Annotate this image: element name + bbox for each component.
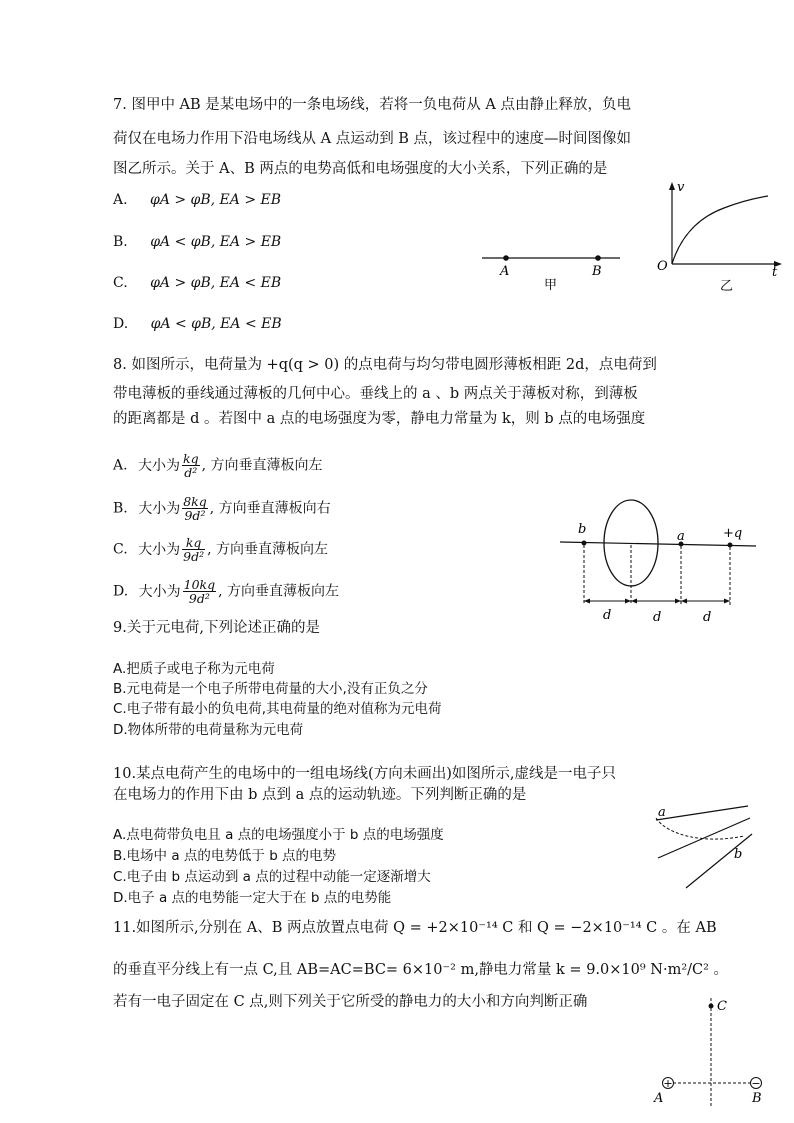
q11-stem-line2: 的垂直平分线上有一点 C,且 AB=AC=BC= 6×10⁻² m,静电力常量 k = 9.0×10⁹ N·m²/C² 。 <box>113 962 729 978</box>
q8-option-b-den: 9d² <box>184 508 206 523</box>
label-d-2: d <box>653 610 662 625</box>
point-c-dot <box>709 1004 714 1009</box>
axis-t-label: t <box>772 265 778 280</box>
q8-option-b-prefix: 大小为 <box>138 500 181 517</box>
q7-stem-line1: 7. 图甲中 AB 是某电场中的一条电场线，若将一负电荷从 A 点由静止释放，负电 <box>113 97 631 113</box>
q8-option-b-label: B. <box>113 500 128 517</box>
q9-option-b: B.元电荷是一个电子所带电荷量的大小,没有正负之分 <box>113 681 428 697</box>
q7-option-a-label: A. <box>113 192 128 208</box>
label-d-1: d <box>603 608 612 623</box>
q8-option-d-den: 9d² <box>188 591 210 606</box>
q9-stem: 9.关于元电荷,下列论述正确的是 <box>113 620 320 636</box>
q8-option-d-fraction <box>183 578 216 605</box>
point-q-dot <box>728 543 733 548</box>
q8-stem-line3: 的距离都是 d 。若图中 a 点的电场强度为零，静电力常量为 k，则 b 点的电场强度 <box>113 411 646 427</box>
q7-stem-line3: 图乙所示。关于 A、B 两点的电势高低和电场强度的大小关系，下列正确的是 <box>113 161 608 177</box>
q7-option-c-text: φA > φB, EA < EB <box>150 275 282 291</box>
caption-yi: 乙 <box>720 279 734 294</box>
q10-option-c: C.电子由 b 点运动到 a 点的过程中动能一定逐渐增大 <box>113 869 431 885</box>
q7-option-c <box>113 274 281 292</box>
electron-trajectory <box>656 818 744 839</box>
q8-option-b <box>113 495 331 522</box>
q9-option-a: A.把质子或电子称为元电荷 <box>113 661 275 677</box>
point-b-label: B <box>592 264 602 279</box>
point-a-label: A <box>500 264 510 279</box>
q10-stem-line1: 10.某点电荷产生的电场中的一组电场线(方向未画出)如图所示,虚线是一电子只 <box>113 766 616 782</box>
label-d-3: d <box>703 610 712 625</box>
label-b: b <box>734 847 743 862</box>
axis-v-label: v <box>677 180 685 195</box>
q8-option-a-fraction <box>182 452 200 479</box>
q8-option-a <box>113 452 323 479</box>
q10-option-b: B.电场中 a 点的电势低于 b 点的电势 <box>113 848 337 864</box>
q11-stem-line3: 若有一电子固定在 C 点,则下列关于它所受的静电力的大小和方向判断正确 <box>113 994 588 1010</box>
q8-option-c <box>113 536 328 563</box>
q8-option-d-suffix: , 方向垂直薄板向左 <box>218 583 340 600</box>
plus-sign: + <box>663 1077 673 1090</box>
q8-option-c-num: kq <box>182 536 205 550</box>
label-a: a <box>677 529 685 544</box>
q8-figure <box>556 495 761 625</box>
q11-figure <box>648 990 773 1110</box>
vt-curve <box>672 196 768 264</box>
label-b: b <box>578 522 587 537</box>
q7-option-d-label: D. <box>113 316 129 332</box>
point-b-dot <box>595 255 601 261</box>
q7-option-a <box>113 191 281 209</box>
q7-option-d <box>113 315 282 333</box>
q8-option-d-num: 10kq <box>183 577 216 592</box>
q7-option-d-text: φA < φB, EA < EB <box>150 316 282 332</box>
point-a-dot <box>503 255 509 261</box>
origin-label: O <box>657 259 668 274</box>
q9-option-c: C.电子带有最小的负电荷,其电荷量的绝对值称为元电荷 <box>113 701 442 717</box>
q8-stem-line1: 8. 如图所示，电荷量为 +q(q > 0) 的点电荷与均匀带电圆形薄板相距 2d，点电荷到 <box>113 357 657 373</box>
q8-option-a-prefix: 大小为 <box>138 457 181 474</box>
label-c: C <box>717 999 727 1014</box>
q11-stem-line1: 11.如图所示,分别在 A、B 两点放置点电荷 Q = +2×10⁻¹⁴ C 和 Q = −2×10⁻¹⁴ C 。在 AB <box>113 920 717 936</box>
q10-option-a: A.点电荷带负电且 a 点的电场强度小于 b 点的电场强度 <box>113 827 444 843</box>
q8-stem-line2: 带电薄板的垂线通过薄板的几何中心。垂线上的 a 、b 两点关于薄板对称，到薄板 <box>113 386 638 402</box>
q7-option-c-label: C. <box>113 275 128 291</box>
label-a: A <box>654 1091 664 1106</box>
q8-option-d <box>113 578 339 605</box>
q7-figure-yi <box>652 178 787 296</box>
q7-option-a-text: φA > φB, EA > EB <box>150 192 282 208</box>
y-axis-arrow-icon <box>669 182 675 190</box>
label-b: B <box>752 1091 762 1106</box>
q8-option-b-num: 8kq <box>183 494 207 509</box>
q10-figure <box>646 800 756 895</box>
q8-option-b-suffix: , 方向垂直薄板向右 <box>209 500 331 517</box>
q7-option-b-label: B. <box>113 234 128 250</box>
q8-option-a-num: kq <box>183 451 199 466</box>
caption-jia: 甲 <box>544 278 558 293</box>
q8-option-c-fraction <box>182 536 205 563</box>
q7-stem-line2: 荷仅在电场力作用下沿电场线从 A 点运动到 B 点，该过程中的速度—时间图像如 <box>113 131 632 147</box>
q8-option-a-label: A. <box>113 457 128 474</box>
q8-option-c-suffix: , 方向垂直薄板向左 <box>207 541 328 558</box>
q7-option-b <box>113 233 281 251</box>
label-plus-q: +q <box>723 526 743 541</box>
q10-option-d: D.电子 a 点的电势能一定大于在 b 点的电势能 <box>113 890 392 906</box>
q9-option-d: D.物体所带的电荷量称为元电荷 <box>113 722 304 738</box>
field-line-1 <box>656 806 748 820</box>
point-b-dot <box>582 541 587 546</box>
q8-option-a-suffix: , 方向垂直薄板向左 <box>201 457 323 474</box>
q8-option-c-prefix: 大小为 <box>138 541 181 558</box>
label-a: a <box>658 805 666 820</box>
q8-option-a-den: d² <box>184 465 198 480</box>
q10-stem-line2: 在电场力的作用下由 b 点到 a 点的运动轨迹。下列判断正确的是 <box>113 787 527 803</box>
q8-option-c-den: 9d² <box>183 549 205 564</box>
q8-option-b-fraction <box>182 495 208 522</box>
minus-sign: − <box>751 1077 761 1090</box>
q7-option-b-text: φA < φB, EA > EB <box>150 234 282 250</box>
q8-option-c-label: C. <box>113 541 128 558</box>
q8-option-d-prefix: 大小为 <box>138 583 181 600</box>
q8-option-d-label: D. <box>113 583 129 600</box>
q7-figure-jia <box>478 245 628 295</box>
